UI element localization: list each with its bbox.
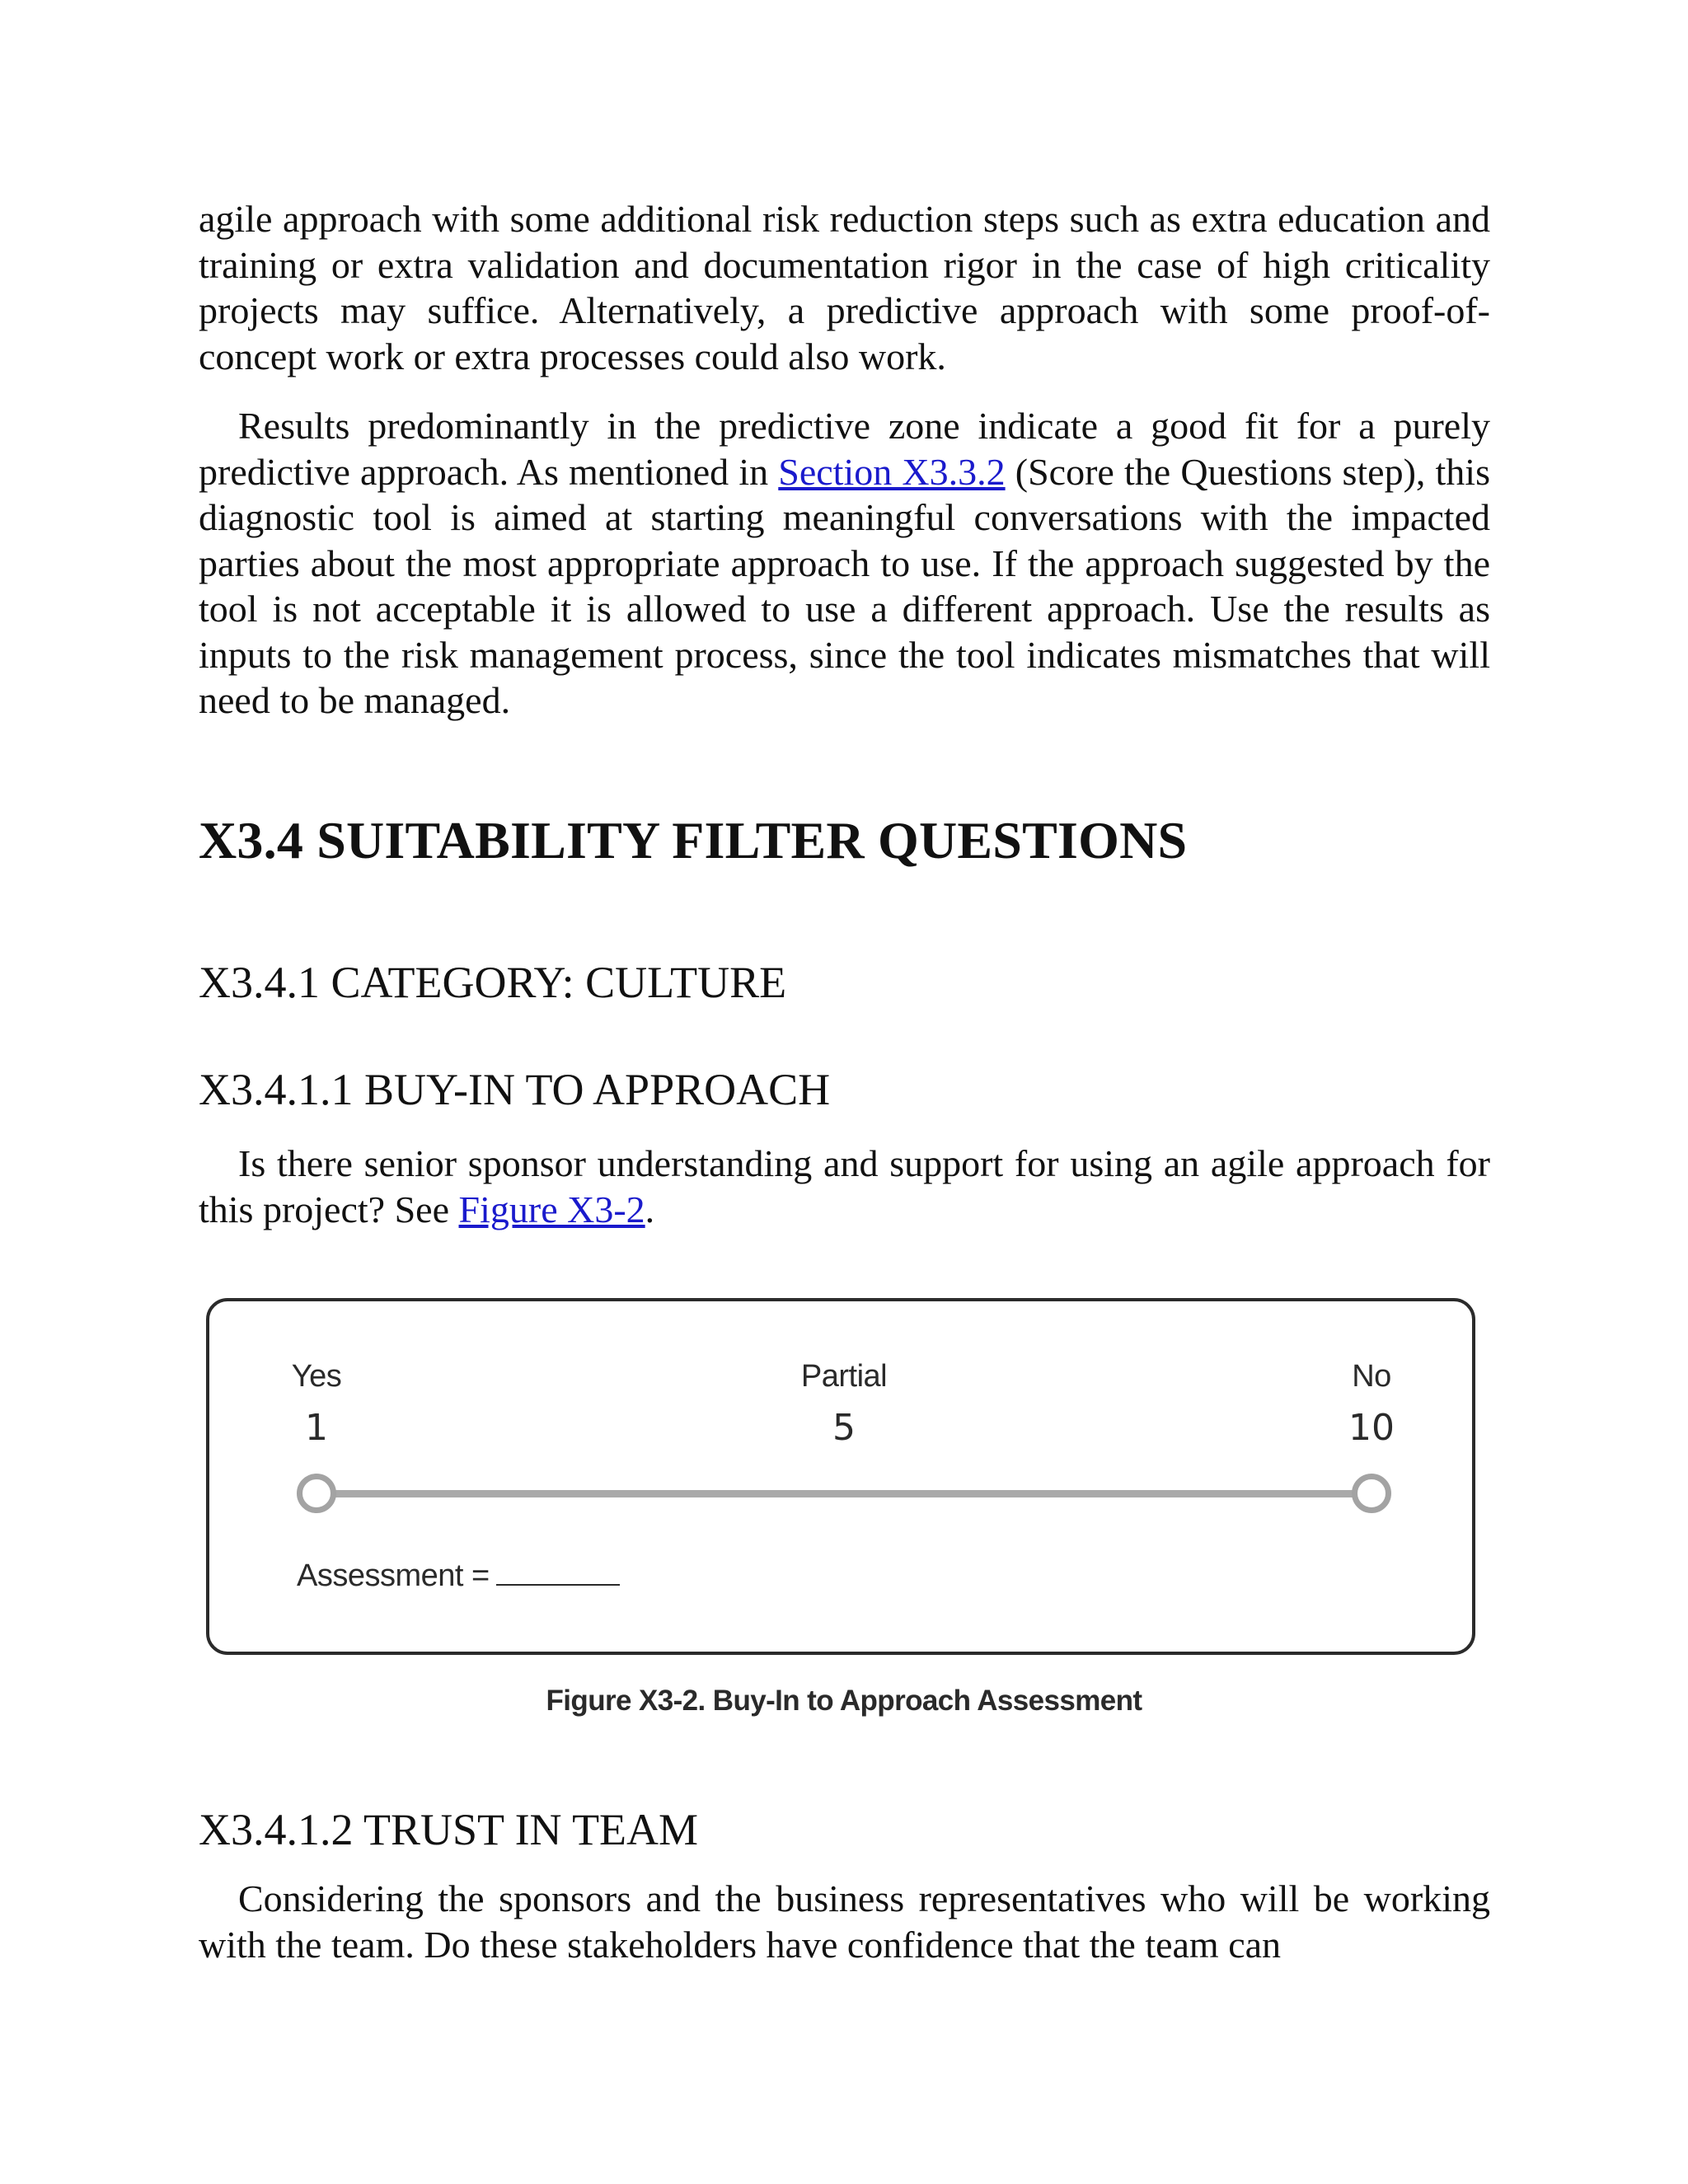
scale-knob-end	[1352, 1474, 1391, 1513]
paragraph-results	[199, 403, 1490, 724]
subheading-block	[199, 1063, 1490, 1116]
scale-value-10: 10	[1348, 1407, 1395, 1449]
section-x3-3-2-link[interactable]: Section X3.3.2	[778, 450, 1006, 493]
text-run: Results predominantly in the predictive zone indicate a good fit for a purely predictive approach. As mentioned in	[199, 405, 1490, 493]
scale-value-5: 5	[832, 1407, 856, 1449]
text-run: Is there senior sponsor understanding and support for using an agile approach for this project? See	[199, 1142, 1490, 1230]
scale-knob-start	[297, 1474, 336, 1513]
text-run: (Score the Questions step), this diagnostic tool is aimed at starting meaningful conversations with the impacted parties about the most appropriate approach to use. If the approach suggested by the tool is not acceptable it is allowed to use a different approach. Use the results as inputs to the risk management process, since the tool indicates mismatches that will need to be managed.	[199, 450, 1490, 721]
assessment-line	[297, 1558, 620, 1594]
section-heading-block	[199, 809, 1490, 872]
category-heading-block	[199, 956, 1490, 1009]
figure-caption: Figure X3-2. Buy-In to Approach Assessment	[546, 1685, 1142, 1717]
scale-label-yes: Yes	[291, 1359, 342, 1394]
assessment-figure	[206, 1298, 1475, 1655]
subheading-buy-in: X3.4.1.1 BUY-IN TO APPROACH	[199, 1065, 831, 1114]
scale-label-partial: Partial	[800, 1359, 888, 1394]
paragraph-text	[199, 403, 1490, 724]
section-heading: X3.4 SUITABILITY FILTER QUESTIONS	[199, 811, 1188, 869]
paragraph-continuation	[199, 196, 1490, 379]
subheading-trust: X3.4.1.2 TRUST IN TEAM	[199, 1805, 699, 1854]
paragraph-trust	[199, 1876, 1490, 1967]
paragraph-text: Considering the sponsors and the business representatives who will be working with the team. Do these stakeholders have confidence that the team can	[199, 1877, 1490, 1966]
scale-label-no: No	[1352, 1359, 1391, 1394]
figure-x3-2-link[interactable]: Figure X3-2	[458, 1188, 645, 1230]
subheading-block	[199, 1803, 1490, 1856]
scale-track	[316, 1490, 1372, 1497]
category-heading: X3.4.1 CATEGORY: CULTURE	[199, 958, 787, 1007]
paragraph-text	[199, 1141, 1490, 1232]
assessment-label: Assessment =	[297, 1558, 490, 1593]
assessment-blank	[496, 1559, 620, 1586]
scale-value-1: 1	[305, 1407, 328, 1449]
paragraph-text: agile approach with some additional risk reduction steps such as extra education and training or extra validation and documentation rigor in the case of high criticality projects may suffice. Alternatively, a predictive approach with some proof-of-concept work or extra processes could also work.	[199, 198, 1490, 377]
paragraph-question	[199, 1141, 1490, 1232]
text-run: .	[645, 1188, 655, 1230]
